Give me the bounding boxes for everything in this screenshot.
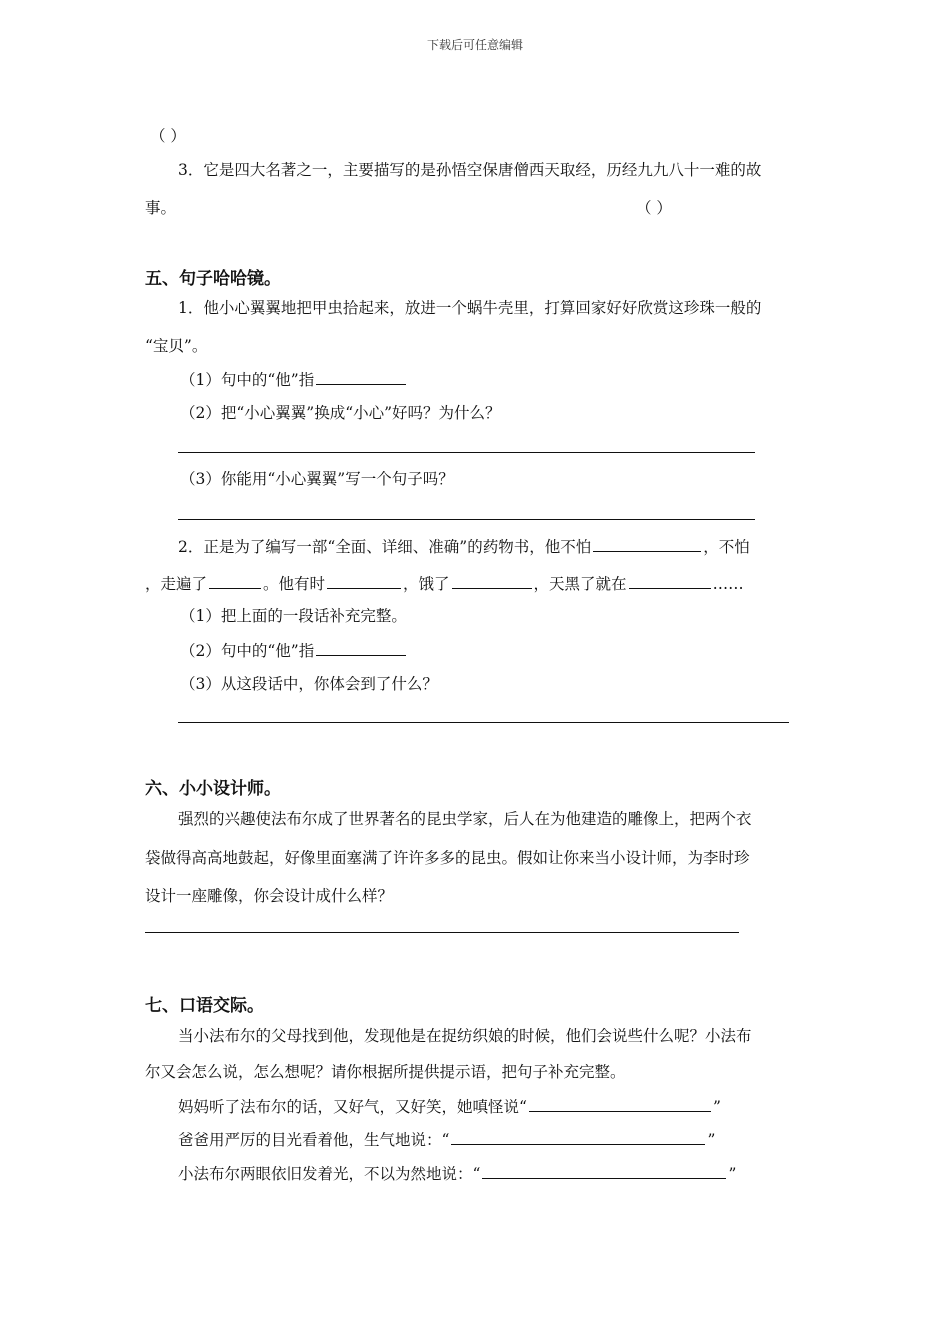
dad-prompt: 爸爸用严厉的目光看着他，生气地说：“ — [178, 1131, 450, 1149]
answer-blank[interactable] — [316, 368, 406, 385]
mom-line — [178, 1095, 721, 1118]
question-3-line-2: 事。 — [145, 199, 177, 217]
q2-line-2-text-e: …… — [712, 575, 744, 593]
dad-line — [178, 1128, 715, 1151]
mom-prompt: 妈妈听了法布尔的话，又好气，又好笑，她嗔怪说“ — [178, 1098, 527, 1116]
q2-line-2-text-d: ，天黑了就在 — [533, 575, 627, 593]
q2-sub-2-text: （2）句中的“他”指 — [180, 642, 315, 660]
close-quote: ” — [707, 1131, 716, 1149]
sec7-para-line-1: 当小法布尔的父母找到他，发现他是在捉纺织娘的时候，他们会说些什么呢？小法布 — [178, 1027, 752, 1045]
sec6-para-line-2: 袋做得高高地鼓起，好像里面塞满了许许多多的昆虫。假如让你来当小设计师，为李时珍 — [145, 849, 750, 867]
answer-blank[interactable] — [629, 572, 711, 589]
sec7-para-line-2: 尔又会怎么说，怎么想呢？请你根据所提供提示语，把句子补充完整。 — [145, 1063, 626, 1081]
answer-line[interactable] — [178, 519, 755, 520]
q2-line-2-text-b: 。他有时 — [263, 575, 326, 593]
answer-blank[interactable] — [451, 1128, 705, 1145]
answer-blank[interactable] — [327, 572, 401, 589]
q1-sub-1-text: （1）句中的“他”指 — [180, 371, 315, 389]
q2-line-1-text-b: ，不怕 — [703, 538, 750, 556]
close-quote: ” — [712, 1098, 721, 1116]
answer-blank[interactable] — [452, 572, 532, 589]
sec6-para-line-1: 强烈的兴趣使法布尔成了世界著名的昆虫学家，后人在为他建造的雕像上，把两个衣 — [178, 810, 752, 828]
answer-paren: （ ） — [150, 127, 186, 145]
q1-line-2: “宝贝”。 — [145, 337, 208, 355]
section-7-title: 七、口语交际。 — [145, 996, 264, 1016]
answer-blank[interactable] — [316, 639, 406, 656]
section-6-title: 六、小小设计师。 — [145, 779, 281, 799]
answer-line[interactable] — [178, 452, 755, 453]
q2-line-1 — [178, 535, 750, 558]
q2-line-2 — [145, 572, 744, 595]
answer-blank[interactable] — [482, 1162, 726, 1179]
close-quote: ” — [728, 1165, 737, 1183]
q1-sub-2: （2）把“小心翼翼”换成“小心”好吗？为什么？ — [180, 404, 501, 422]
q2-sub-1: （1）把上面的一段话补充完整。 — [180, 607, 407, 625]
q1-sub-1 — [180, 368, 408, 391]
sec6-para-line-3: 设计一座雕像，你会设计成什么样？ — [145, 887, 394, 905]
answer-line[interactable] — [145, 932, 739, 933]
q2-line-2-text-a: ，走遍了 — [145, 575, 208, 593]
answer-blank[interactable] — [209, 572, 261, 589]
section-5-title: 五、句子哈哈镜。 — [145, 269, 281, 289]
q2-sub-3: （3）从这段话中，你体会到了什么？ — [180, 675, 438, 693]
question-3-line-1: 3．它是四大名著之一，主要描写的是孙悟空保唐僧西天取经，历经九九八十一难的故 — [178, 161, 762, 179]
answer-line[interactable] — [178, 722, 789, 723]
q1-line-1: 1．他小心翼翼地把甲虫拾起来，放进一个蜗牛壳里，打算回家好好欣赏这珍珠一般的 — [178, 299, 762, 317]
q2-line-1-text-a: 2．正是为了编写一部“全面、详细、准确”的药物书，他不怕 — [178, 538, 592, 556]
answer-blank[interactable] — [593, 535, 701, 552]
kid-prompt: 小法布尔两眼依旧发着光，不以为然地说：“ — [178, 1165, 481, 1183]
answer-blank[interactable] — [529, 1095, 711, 1112]
q2-line-2-text-c: ，饿了 — [403, 575, 450, 593]
page-header: 下载后可任意编辑 — [426, 38, 523, 52]
q1-sub-3: （3）你能用“小心翼翼”写一个句子吗？ — [180, 470, 454, 488]
q2-sub-2 — [180, 639, 408, 662]
answer-paren: （ ） — [636, 199, 672, 217]
kid-line — [178, 1162, 736, 1185]
